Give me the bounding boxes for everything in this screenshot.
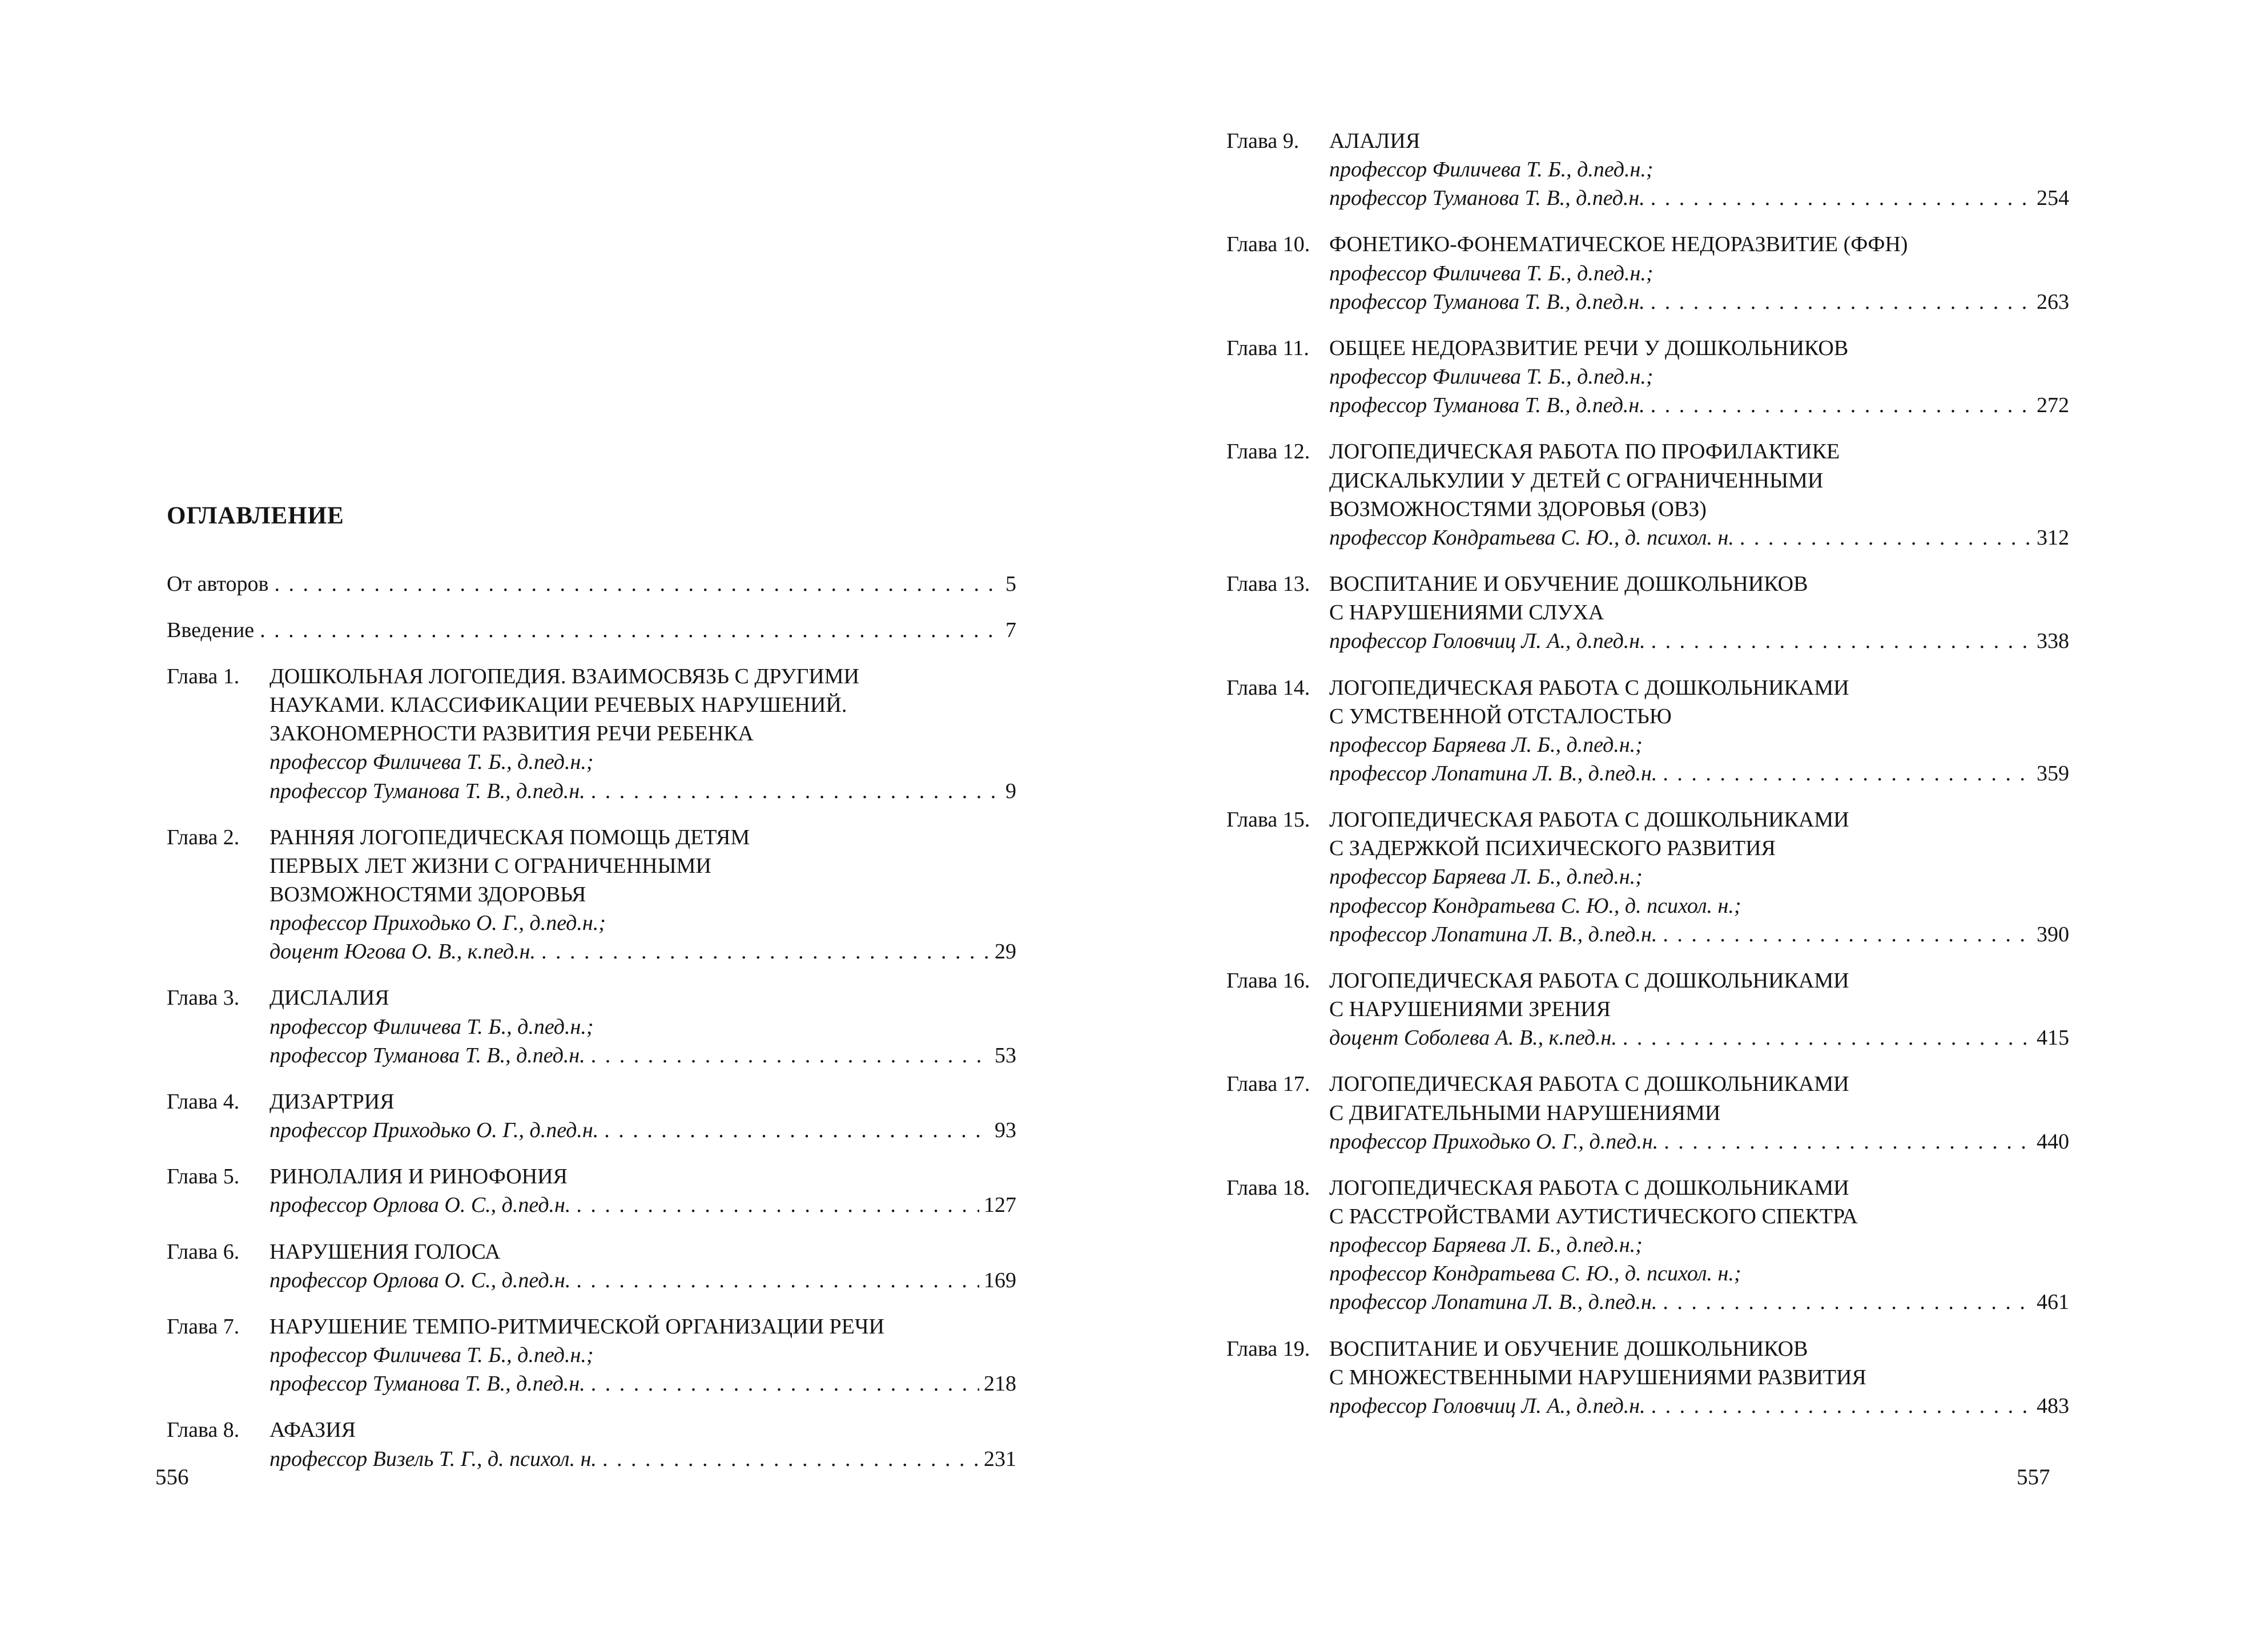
chapter-title-line: ФОНЕТИКО-ФОНЕМАТИЧЕСКОЕ НЕДОРАЗВИТИЕ (ФФН) xyxy=(1329,232,1908,257)
dot-leader xyxy=(274,570,1001,598)
front-matter-title: Введение xyxy=(167,618,255,642)
chapter-authors xyxy=(1329,1392,2069,1420)
toc-entry xyxy=(1226,437,2069,552)
chapter-title xyxy=(1329,674,2069,731)
dot-leader xyxy=(591,1369,979,1398)
chapter-authors xyxy=(1329,1127,2069,1156)
chapter-row xyxy=(1226,1070,2069,1127)
dot-leader xyxy=(591,1041,990,1070)
author-line: профессор Туманова Т. В., д.пед.н. xyxy=(1329,289,1645,314)
author-line: профессор Приходько О. Г., д.пед.н. xyxy=(1329,1129,1659,1154)
chapter-authors xyxy=(1329,863,2069,948)
toc-entry xyxy=(167,823,1016,966)
author-line: профессор Баряева Л. Б., д.пед.н.; xyxy=(1329,732,1643,757)
chapter-title-line: ДИСЛАЛИЯ xyxy=(269,986,389,1010)
chapter-row xyxy=(1226,1335,2069,1392)
dot-leader xyxy=(1663,1288,2032,1316)
chapter-authors xyxy=(269,1266,1016,1295)
toc-list-left xyxy=(167,570,1016,1473)
chapter-title-line: ЛОГОПЕДИЧЕСКАЯ РАБОТА ПО ПРОФИЛАКТИКЕ xyxy=(1329,440,1840,464)
page-ref: 312 xyxy=(2037,525,2069,550)
chapter-label: Глава 2. xyxy=(167,825,240,849)
dot-leader xyxy=(1651,391,2032,420)
chapter-row xyxy=(167,1416,1016,1444)
author-line-row xyxy=(269,1369,1016,1398)
toc-entry xyxy=(1226,570,2069,655)
chapter-label: Глава 9. xyxy=(1226,129,1300,153)
chapter-row xyxy=(167,662,1016,748)
author-line-row xyxy=(1329,759,2069,788)
chapter-title-line: ЛОГОПЕДИЧЕСКАЯ РАБОТА С ДОШКОЛЬНИКАМИ xyxy=(1329,1175,1849,1200)
toc-entry xyxy=(167,1238,1016,1295)
author-line-row xyxy=(1329,1127,2069,1156)
chapter-title-line: С РАССТРОЙСТВАМИ АУТИСТИЧЕСКОГО СПЕКТРА xyxy=(1329,1204,1858,1228)
toc-entry xyxy=(167,1312,1016,1398)
chapter-title-line: ЗАКОНОМЕРНОСТИ РАЗВИТИЯ РЕЧИ РЕБЕНКА xyxy=(269,722,754,746)
page-ref: 127 xyxy=(984,1193,1016,1218)
chapter-label: Глава 4. xyxy=(167,1089,240,1114)
chapter-title xyxy=(269,1238,1016,1266)
chapter-authors xyxy=(1329,259,2069,316)
chapter-title xyxy=(269,662,1016,748)
chapter-title-line: ДИСКАЛЬКУЛИИ У ДЕТЕЙ С ОГРАНИЧЕННЫМИ xyxy=(1329,468,1824,493)
page-number-right: 557 xyxy=(2017,1465,2050,1489)
chapter-row xyxy=(1226,334,2069,362)
author-line: профессор Орлова О. С., д.пед.н. xyxy=(269,1268,571,1292)
dot-leader xyxy=(1651,288,2032,316)
chapter-label: Глава 10. xyxy=(1226,232,1310,257)
chapter-row xyxy=(1226,966,2069,1024)
toc-entry xyxy=(167,1162,1016,1219)
author-line-row xyxy=(269,1041,1016,1070)
chapter-title-line: РАННЯЯ ЛОГОПЕДИЧЕСКАЯ ПОМОЩЬ ДЕТЯМ xyxy=(269,825,750,849)
dot-leader xyxy=(1651,184,2032,212)
page-ref: 338 xyxy=(2037,629,2069,654)
page-ref: 5 xyxy=(1005,571,1016,596)
chapter-title xyxy=(269,1162,1016,1191)
chapter-label: Глава 15. xyxy=(1226,808,1310,832)
chapter-row xyxy=(1226,437,2069,523)
chapter-title-line: С ДВИГАТЕЛЬНЫМИ НАРУШЕНИЯМИ xyxy=(1329,1101,1721,1125)
page-ref: 263 xyxy=(2037,289,2069,314)
dot-leader xyxy=(576,1191,979,1219)
author-line-row xyxy=(1329,1288,2069,1316)
chapter-authors xyxy=(269,1116,1016,1145)
chapter-authors xyxy=(269,1445,1016,1473)
author-line: профессор Туманова Т. В., д.пед.н. xyxy=(269,1043,585,1067)
chapter-label: Глава 7. xyxy=(167,1314,240,1339)
toc-entry xyxy=(167,570,1016,598)
page-ref: 461 xyxy=(2037,1290,2069,1315)
chapter-authors xyxy=(1329,1231,2069,1316)
chapter-title-line: РИНОЛАЛИЯ И РИНОФОНИЯ xyxy=(269,1165,568,1189)
toc-entry xyxy=(1226,334,2069,420)
author-line: профессор Головчиц Л. А., д.пед.н. xyxy=(1329,1393,1646,1418)
author-line: доцент Югова О. В., к.пед.н. xyxy=(269,940,536,964)
author-line: профессор Филичева Т. Б., д.пед.н.; xyxy=(269,750,594,775)
page-ref: 9 xyxy=(1005,779,1016,803)
chapter-title-line: С НАРУШЕНИЯМИ ЗРЕНИЯ xyxy=(1329,997,1611,1022)
author-line: профессор Филичева Т. Б., д.пед.н.; xyxy=(1329,261,1653,285)
chapter-title xyxy=(269,1416,1016,1444)
chapter-row xyxy=(1226,805,2069,863)
dot-leader xyxy=(604,1116,990,1145)
author-line: профессор Туманова Т. В., д.пед.н. xyxy=(1329,186,1645,211)
chapter-authors xyxy=(269,909,1016,966)
chapter-authors xyxy=(269,1341,1016,1398)
chapter-row xyxy=(167,823,1016,909)
chapter-title-line: НАРУШЕНИЕ ТЕМПО-РИТМИЧЕСКОЙ ОРГАНИЗАЦИИ РЕЧИ xyxy=(269,1314,884,1339)
toc-entry xyxy=(167,1087,1016,1145)
chapter-title-line: ДОШКОЛЬНАЯ ЛОГОПЕДИЯ. ВЗАИМОСВЯЗЬ С ДРУГИМИ xyxy=(269,664,859,688)
chapter-row xyxy=(1226,1174,2069,1231)
chapter-row xyxy=(167,1238,1016,1266)
page-ref: 272 xyxy=(2037,393,2069,418)
chapter-title xyxy=(1329,966,2069,1024)
chapter-title xyxy=(1329,437,2069,523)
author-line: профессор Филичева Т. Б., д.пед.н.; xyxy=(1329,365,1653,389)
author-line: профессор Туманова Т. В., д.пед.н. xyxy=(269,1372,585,1396)
page-right xyxy=(1226,127,2069,1438)
chapter-title-line: ЛОГОПЕДИЧЕСКАЯ РАБОТА С ДОШКОЛЬНИКАМИ xyxy=(1329,808,1849,832)
dot-leader xyxy=(602,1445,979,1473)
chapter-label: Глава 18. xyxy=(1226,1175,1310,1200)
chapter-label: Глава 3. xyxy=(167,986,240,1010)
author-line: профессор Кондратьева С. Ю., д. психол. н.; xyxy=(1329,1262,1741,1286)
author-line: профессор Кондратьева С. Ю., д. психол. н.; xyxy=(1329,893,1741,918)
front-matter-title-row xyxy=(167,570,1016,598)
toc-entry xyxy=(1226,127,2069,212)
chapter-title xyxy=(1329,570,2069,627)
toc-entry xyxy=(1226,966,2069,1052)
author-line-row xyxy=(1329,184,2069,212)
chapter-title-line: ПЕРВЫХ ЛЕТ ЖИЗНИ С ОГРАНИЧЕННЫМИ xyxy=(269,853,711,878)
chapter-authors xyxy=(269,1013,1016,1070)
chapter-label: Глава 1. xyxy=(167,664,240,688)
dot-leader xyxy=(1623,1024,2032,1052)
chapter-row xyxy=(167,1162,1016,1191)
chapter-row xyxy=(167,1087,1016,1116)
chapter-authors xyxy=(1329,523,2069,552)
chapter-row xyxy=(1226,230,2069,259)
toc-entry xyxy=(1226,674,2069,788)
page-ref: 415 xyxy=(2037,1026,2069,1050)
page-ref: 390 xyxy=(2037,922,2069,946)
page-ref: 254 xyxy=(2037,186,2069,211)
chapter-title-line: С ЗАДЕРЖКОЙ ПСИХИЧЕСКОГО РАЗВИТИЯ xyxy=(1329,836,1776,861)
chapter-title-line: ВОСПИТАНИЕ И ОБУЧЕНИЕ ДОШКОЛЬНИКОВ xyxy=(1329,1336,1808,1361)
chapter-title xyxy=(1329,127,2069,155)
author-line: профессор Лопатина Л. В., д.пед.н. xyxy=(1329,1290,1657,1315)
author-line: профессор Филичева Т. Б., д.пед.н.; xyxy=(269,1343,594,1368)
chapter-title-line: АФАЗИЯ xyxy=(269,1418,356,1443)
front-matter-title: От авторов xyxy=(167,571,269,596)
page-left xyxy=(167,501,1016,1491)
chapter-title xyxy=(269,1312,1016,1341)
author-line: профессор Филичева Т. Б., д.пед.н.; xyxy=(269,1014,594,1039)
page-ref: 53 xyxy=(995,1043,1016,1067)
page-ref: 359 xyxy=(2037,761,2069,785)
dot-leader xyxy=(1651,627,2032,655)
author-line-row xyxy=(269,777,1016,805)
chapter-title-line: ОБЩЕЕ НЕДОРАЗВИТИЕ РЕЧИ У ДОШКОЛЬНИКОВ xyxy=(1329,336,1849,360)
chapter-title-line: ДИЗАРТРИЯ xyxy=(269,1089,395,1114)
toc-entry xyxy=(1226,1335,2069,1420)
toc-entry xyxy=(1226,230,2069,316)
toc-entry xyxy=(1226,1070,2069,1155)
author-line-row xyxy=(269,1116,1016,1145)
author-line-row xyxy=(269,1445,1016,1473)
chapter-title xyxy=(1329,805,2069,863)
chapter-label: Глава 19. xyxy=(1226,1336,1310,1361)
toc-heading: ОГЛАВЛЕНИЕ xyxy=(167,502,344,529)
dot-leader xyxy=(1663,920,2032,949)
chapter-label: Глава 11. xyxy=(1226,336,1309,360)
author-line-row xyxy=(1329,627,2069,655)
chapter-authors xyxy=(1329,362,2069,420)
chapter-label: Глава 17. xyxy=(1226,1072,1310,1097)
author-line-row xyxy=(1329,920,2069,949)
author-line: профессор Орлова О. С., д.пед.н. xyxy=(269,1193,571,1218)
author-line: доцент Соболева А. В., к.пед.н. xyxy=(1329,1026,1617,1050)
author-line: профессор Лопатина Л. В., д.пед.н. xyxy=(1329,922,1657,946)
dot-leader xyxy=(1651,1392,2032,1420)
toc-entry xyxy=(1226,1174,2069,1317)
author-line-row xyxy=(269,937,1016,966)
chapter-authors xyxy=(1329,1024,2069,1052)
chapter-label: Глава 14. xyxy=(1226,675,1310,700)
author-line-row xyxy=(1329,288,2069,316)
chapter-title-line: НАУКАМИ. КЛАССИФИКАЦИИ РЕЧЕВЫХ НАРУШЕНИЙ. xyxy=(269,693,847,718)
chapter-title xyxy=(269,823,1016,909)
chapter-row xyxy=(167,1312,1016,1341)
author-line-row xyxy=(1329,523,2069,552)
chapter-title-line: С МНОЖЕСТВЕННЫМИ НАРУШЕНИЯМИ РАЗВИТИЯ xyxy=(1329,1365,1866,1389)
author-line-row xyxy=(1329,1392,2069,1420)
page-ref: 218 xyxy=(984,1372,1016,1396)
chapter-title-line: С УМСТВЕННОЙ ОТСТАЛОСТЬЮ xyxy=(1329,704,1672,728)
page-ref: 231 xyxy=(984,1446,1016,1471)
toc-entry xyxy=(1226,805,2069,949)
chapter-title xyxy=(1329,1070,2069,1127)
author-line: профессор Баряева Л. Б., д.пед.н.; xyxy=(1329,865,1643,889)
chapter-label: Глава 16. xyxy=(1226,968,1310,993)
dot-leader xyxy=(591,777,1001,805)
chapter-row xyxy=(1226,570,2069,627)
chapter-title xyxy=(1329,1335,2069,1392)
author-line: профессор Баряева Л. Б., д.пед.н.; xyxy=(1329,1233,1643,1258)
page-ref: 7 xyxy=(1005,618,1016,642)
chapter-label: Глава 5. xyxy=(167,1165,240,1189)
author-line-row xyxy=(269,1191,1016,1219)
toc-entry xyxy=(167,1416,1016,1473)
chapter-title xyxy=(1329,230,2069,259)
toc-entry xyxy=(167,616,1016,644)
chapter-title-line: АЛАЛИЯ xyxy=(1329,129,1421,153)
author-line: профессор Туманова Т. В., д.пед.н. xyxy=(269,779,585,803)
chapter-title-line: ВОЗМОЖНОСТЯМИ ЗДОРОВЬЯ xyxy=(269,883,586,906)
chapter-title xyxy=(269,984,1016,1012)
author-line-row xyxy=(1329,1024,2069,1052)
chapter-authors xyxy=(1329,155,2069,212)
dot-leader xyxy=(1663,759,2032,788)
author-line-row xyxy=(1329,391,2069,420)
author-line: профессор Лопатина Л. В., д.пед.н. xyxy=(1329,761,1657,785)
chapter-label: Глава 13. xyxy=(1226,572,1310,597)
chapter-title xyxy=(1329,334,2069,362)
author-line-row xyxy=(269,1266,1016,1295)
chapter-title xyxy=(1329,1174,2069,1231)
toc-list-right xyxy=(1226,127,2069,1420)
chapter-row xyxy=(1226,127,2069,155)
chapter-title-line: ВОЗМОЖНОСТЯМИ ЗДОРОВЬЯ (ОВЗ) xyxy=(1329,497,1707,521)
page-ref: 440 xyxy=(2037,1129,2069,1154)
dot-leader xyxy=(576,1266,979,1295)
chapter-row xyxy=(1226,674,2069,731)
page-ref: 93 xyxy=(995,1118,1016,1143)
chapter-title-line: ЛОГОПЕДИЧЕСКАЯ РАБОТА С ДОШКОЛЬНИКАМИ xyxy=(1329,1072,1849,1097)
front-matter-title-row xyxy=(167,616,1016,644)
author-line: профессор Туманова Т. В., д.пед.н. xyxy=(1329,393,1645,418)
chapter-title xyxy=(269,1087,1016,1116)
author-line: профессор Приходько О. Г., д.пед.н.; xyxy=(269,911,606,936)
chapter-authors xyxy=(269,1191,1016,1219)
chapter-label: Глава 12. xyxy=(1226,440,1310,464)
chapter-title-line: ВОСПИТАНИЕ И ОБУЧЕНИЕ ДОШКОЛЬНИКОВ xyxy=(1329,572,1808,597)
toc-entry xyxy=(167,984,1016,1069)
author-line: профессор Головчиц Л. А., д.пед.н. xyxy=(1329,629,1646,654)
dot-leader xyxy=(260,616,1001,644)
chapter-label: Глава 8. xyxy=(167,1418,240,1443)
page-ref: 29 xyxy=(995,940,1016,964)
chapter-row xyxy=(167,984,1016,1012)
author-line: профессор Кондратьева С. Ю., д. психол. н. xyxy=(1329,525,1734,550)
page-ref: 169 xyxy=(984,1268,1016,1292)
toc-entry xyxy=(167,662,1016,805)
page-number-left: 556 xyxy=(155,1465,189,1489)
chapter-title-line: ЛОГОПЕДИЧЕСКАЯ РАБОТА С ДОШКОЛЬНИКАМИ xyxy=(1329,968,1849,993)
chapter-authors xyxy=(269,748,1016,805)
page-ref: 483 xyxy=(2037,1393,2069,1418)
chapter-title-line: С НАРУШЕНИЯМИ СЛУХА xyxy=(1329,601,1604,625)
chapter-title-line: НАРУШЕНИЯ ГОЛОСА xyxy=(269,1239,501,1264)
dot-leader xyxy=(541,937,990,966)
dot-leader xyxy=(1664,1127,2032,1156)
chapter-title-line: ЛОГОПЕДИЧЕСКАЯ РАБОТА С ДОШКОЛЬНИКАМИ xyxy=(1329,675,1849,700)
author-line: профессор Приходько О. Г., д.пед.н. xyxy=(269,1118,599,1143)
chapter-authors xyxy=(1329,731,2069,788)
author-line: профессор Филичева Т. Б., д.пед.н.; xyxy=(1329,158,1653,182)
author-line: профессор Визель Т. Г., д. психол. н. xyxy=(269,1446,597,1471)
chapter-authors xyxy=(1329,627,2069,655)
dot-leader xyxy=(1740,523,2032,552)
chapter-label: Глава 6. xyxy=(167,1239,240,1264)
